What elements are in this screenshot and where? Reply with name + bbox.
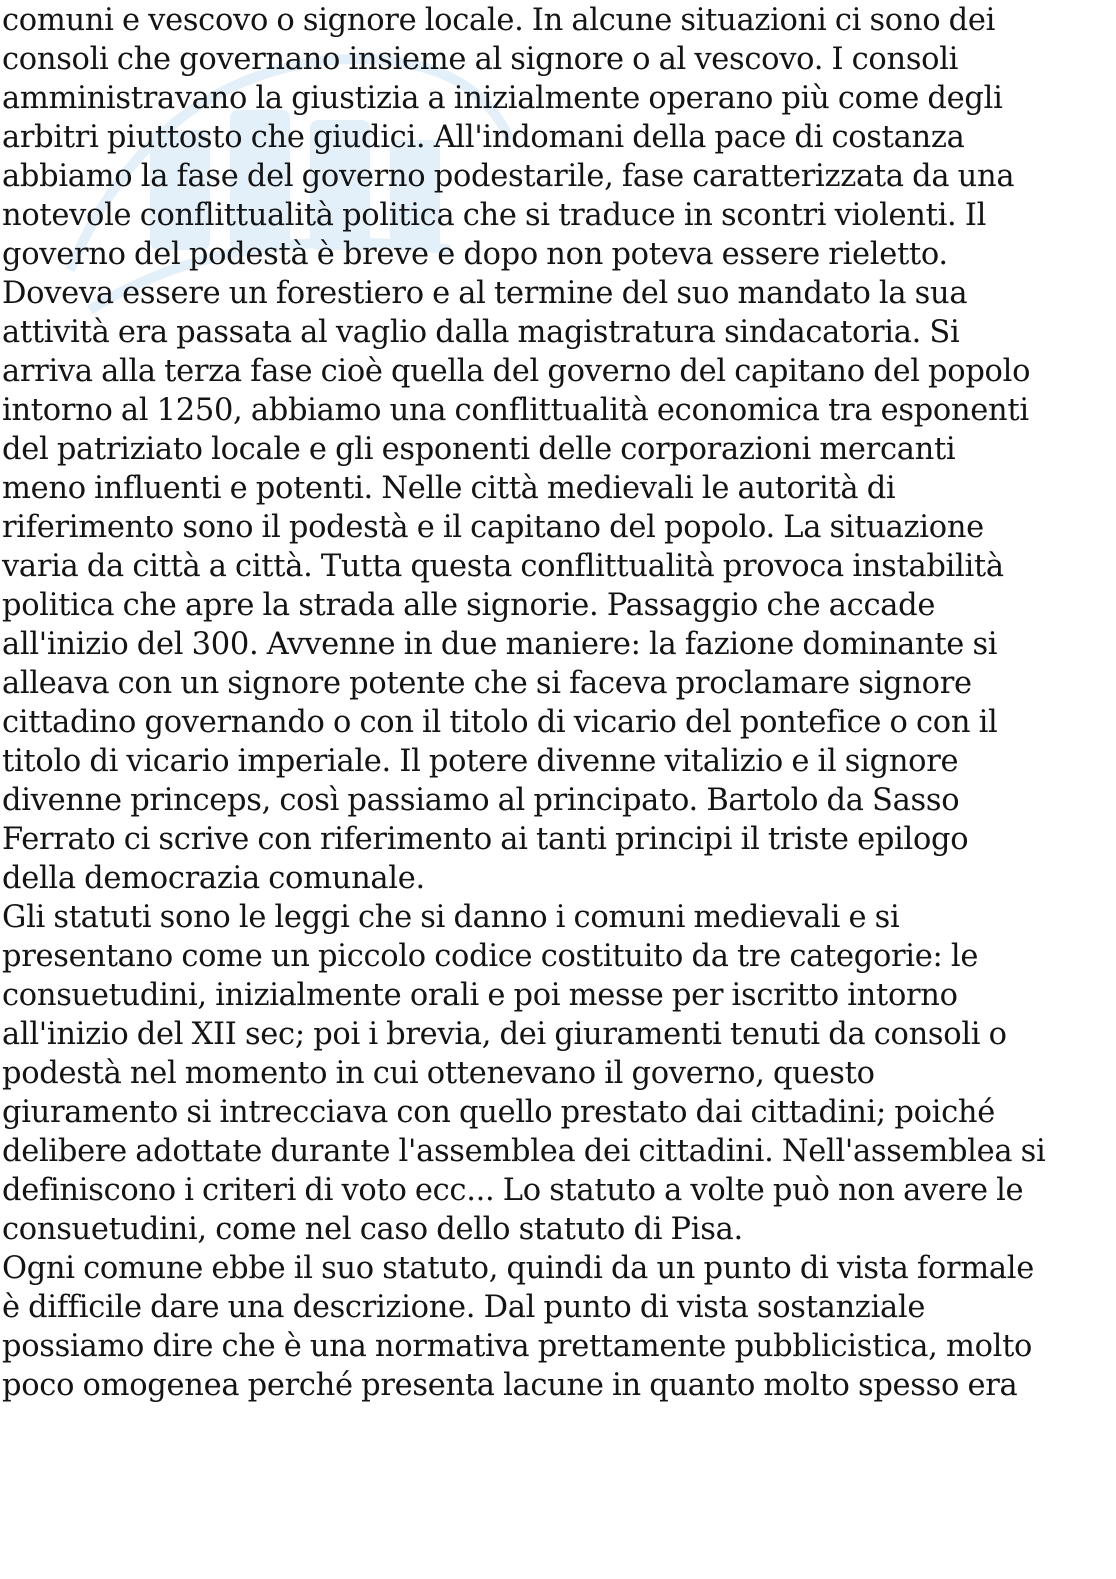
text-line: alleava con un signore potente che si faceva proclamare signore [2, 666, 972, 701]
text-line: intorno al 1250, abbiamo una conflittualità economica tra esponenti [2, 393, 1029, 428]
text-line: presentano come un piccolo codice costituito da tre categorie: le [2, 939, 979, 974]
text-line: politica che apre la strada alle signorie. Passaggio che accade [2, 588, 936, 623]
text-line: del patriziato locale e gli esponenti delle corporazioni mercanti [2, 432, 956, 467]
text-line: divenne princeps, così passiamo al principato. Bartolo da Sasso [2, 783, 960, 818]
text-line: consoli che governano insieme al signore o al vescovo. I consoli [2, 42, 959, 77]
text-line: varia da città a città. Tutta questa conflittualità provoca instabilità [2, 549, 1004, 584]
text-line: Ferrato ci scrive con riferimento ai tanti principi il triste epilogo [2, 822, 969, 857]
text-line: arriva alla terza fase cioè quella del governo del capitano del popolo [2, 354, 1031, 389]
text-line: abbiamo la fase del governo podestarile, fase caratterizzata da una [2, 159, 1015, 194]
text-line: all'inizio del 300. Avvenne in due maniere: la fazione dominante si [2, 627, 998, 662]
text-line: arbitri piuttosto che giudici. All'indomani della pace di costanza [2, 120, 965, 155]
text-line: giuramento si intrecciava con quello prestato dai cittadini; poiché [2, 1095, 995, 1130]
text-line: attività era passata al vaglio dalla magistratura sindacatoria. Si [2, 315, 960, 350]
text-line: Doveva essere un forestiero e al termine del suo mandato la sua [2, 276, 968, 311]
text-line: all'inizio del XII sec; poi i brevia, dei giuramenti tenuti da consoli o [2, 1017, 1007, 1052]
text-line: delibere adottate durante l'assemblea dei cittadini. Nell'assemblea si [2, 1134, 1046, 1169]
text-line: consuetudini, come nel caso dello statuto di Pisa. [2, 1212, 743, 1247]
text-line: notevole conflittualità politica che si traduce in scontri violenti. Il [2, 198, 987, 233]
text-line: cittadino governando o con il titolo di vicario del pontefice o con il [2, 705, 998, 740]
text-line: poco omogenea perché presenta lacune in quanto molto spesso era [2, 1368, 1018, 1403]
text-line: podestà nel momento in cui ottenevano il governo, questo [2, 1056, 875, 1091]
text-line: amministravano la giustizia a inizialmente operano più come degli [2, 81, 1003, 116]
text-line: è difficile dare una descrizione. Dal punto di vista sostanziale [2, 1290, 926, 1325]
text-line: meno influenti e potenti. Nelle città medievali le autorità di [2, 471, 896, 506]
document-body [2, 1, 1114, 1405]
text-line: consuetudini, inizialmente orali e poi messe per iscritto intorno [2, 978, 958, 1013]
text-line: comuni e vescovo o signore locale. In alcune situazioni ci sono dei [2, 3, 996, 38]
text-line: titolo di vicario imperiale. Il potere divenne vitalizio e il signore [2, 744, 959, 779]
text-line: governo del podestà è breve e dopo non poteva essere rieletto. [2, 237, 948, 272]
text-line: della democrazia comunale. [2, 861, 425, 896]
text-line: possiamo dire che è una normativa prettamente pubblicistica, molto [2, 1329, 1033, 1364]
text-line: definiscono i criteri di voto ecc... Lo statuto a volte può non avere le [2, 1173, 1024, 1208]
text-line: Gli statuti sono le leggi che si danno i comuni medievali e si [2, 900, 900, 935]
text-line: Ogni comune ebbe il suo statuto, quindi da un punto di vista formale [2, 1251, 1034, 1286]
text-line: riferimento sono il podestà e il capitano del popolo. La situazione [2, 510, 984, 545]
